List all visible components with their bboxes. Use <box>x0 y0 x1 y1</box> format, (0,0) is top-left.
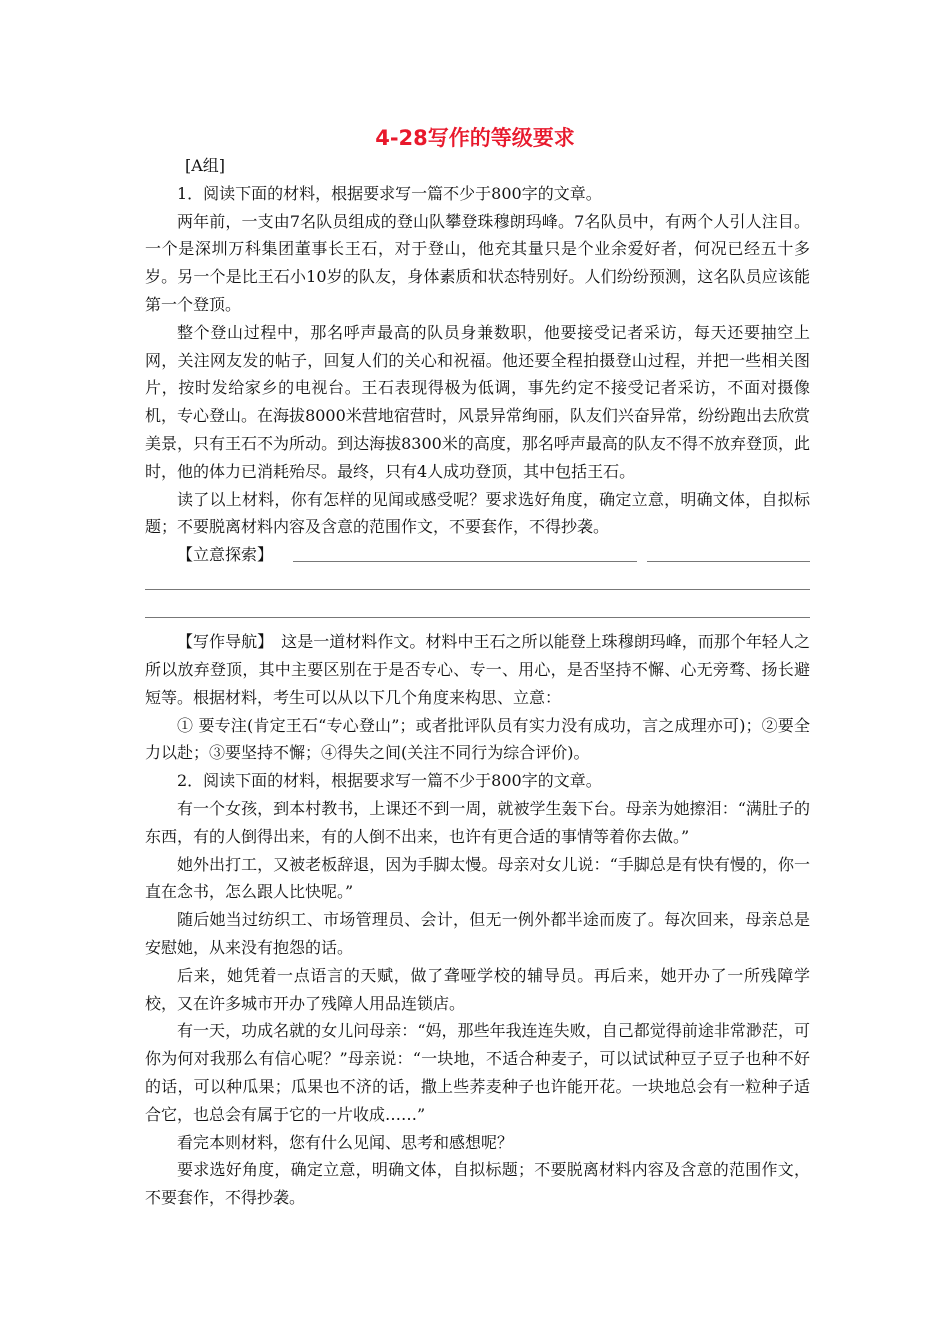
q2-material-paragraph: 随后她当过纺织工、市场管理员、会计，但无一例外都半途而废了。每次回来，母亲总是安慰她，从来没有抱怨的话。 <box>145 910 810 957</box>
q2-requirement-paragraph: 要求选好角度，确定立意，明确文体，自拟标题；不要脱离材料内容及含意的范围作文，不要套作，不得抄袭。 <box>145 1160 810 1208</box>
q2-material-paragraph: 后来，她凭着一点语言的天赋，做了聋哑学校的辅导员。再后来，她开办了一所残障学校，又在许多城市开办了残障人用品连锁店。 <box>145 965 810 1013</box>
q2-material-paragraph: 有一天，功成名就的女儿问母亲：“妈，那些年我连连失败，自己都觉得前途非常渺茫，可你为何对我那么有信心呢？”母亲说：“一块地，不适合种麦子，可以试试种豆子豆子也种不好的话，可以种瓜果；瓜果也不济的话，撒上些荞麦种子也许能开花。一块地总会有一粒种子适合它，也总会有属于它的一片收成……” <box>145 1021 810 1124</box>
question-2-prompt: 2．阅读下面的材料，根据要求写一篇不少于800字的文章。 <box>177 771 602 791</box>
q2-material-paragraph: 她外出打工，又被老板辞退，因为手脚太慢。母亲对女儿说：“手脚总是有快有慢的，你一直在念书，怎么跟人比快呢。” <box>145 854 810 902</box>
document-body <box>145 152 810 1212</box>
q1-material-paragraph: 整个登山过程中，那名呼声最高的队员身兼数职，他要接受记者采访，每天还要抽空上网，关注网友发的帖子，回复人们的关心和祝福。他还要全程拍摄登山过程，并把一些相关图片，按时发给家乡的电视台。王石表现得极为低调，事先约定不接受记者采访，不面对摄像机，专心登山。在海拔8000米营地宿营时，风景异常绚丽，队友们兴奋异常，纷纷跑出去欣赏美景，只有王石不为所动。到达海拔8300米的高度，那名呼声最高的队友不得不放弃登顶，此时，他的体力已消耗殆尽。最终，只有4人成功登顶，其中包括王石。 <box>145 322 810 481</box>
q2-material-paragraph: 有一个女孩，到本村教书，上课还不到一周，就被学生轰下台。母亲为她擦泪：“满肚子的东西，有的人倒得出来，有的人倒不出来，也许有更合适的事情等着你去做。” <box>145 798 810 846</box>
q1-requirement-paragraph: 读了以上材料，你有怎样的见闻或感受呢？要求选好角度，确定立意，明确文体，自拟标题；不要脱离材料内容及含意的范围作文，不要套作，不得抄袭。 <box>145 489 810 537</box>
writing-guide-paragraph <box>145 628 810 711</box>
explore-label: 【立意探索】 <box>177 545 274 565</box>
q2-question-paragraph: 看完本则材料，您有什么见闻、思考和感想呢？ <box>177 1132 514 1152</box>
guide-text: 这是一道材料作文。材料中王石之所以能登上珠穆朗玛峰，而那个年轻人之所以放弃登顶，其中主要区别在于是否专心、专一、用心，是否坚持不懈、心无旁骛、扬长避短等。根据材料，考生可以从以下几个角度来构思、立意： <box>145 632 810 707</box>
group-label: [A组] <box>185 156 226 175</box>
question-1-prompt: 1．阅读下面的材料，根据要求写一篇不少于800字的文章。 <box>177 183 602 203</box>
answer-line <box>145 589 810 590</box>
answer-line <box>647 561 810 562</box>
guide-points: ① 要专注(肯定王石“专心登山”；或者批评队员有实力没有成功，言之成理亦可)；②要全力以赴；③要坚持不懈；④得失之间(关注不同行为综合评价)。 <box>145 715 810 763</box>
answer-line <box>145 617 810 618</box>
q1-material-paragraph: 两年前，一支由7名队员组成的登山队攀登珠穆朗玛峰。7名队员中，有两个人引人注目。一个是深圳万科集团董事长王石，对于登山，他充其量只是个业余爱好者，何况已经五十多岁。另一个是比王石小10岁的队友，身体素质和状态特别好。人们纷纷预测，这名队员应该能第一个登顶。 <box>145 211 810 314</box>
document-title: 4-28写作的等级要求 <box>375 126 575 150</box>
explore-answer-row <box>145 541 810 569</box>
answer-line <box>293 561 637 562</box>
answer-blank-row <box>145 569 810 597</box>
answer-blank-row <box>145 597 810 625</box>
guide-label: 【写作导航】 <box>177 632 266 652</box>
